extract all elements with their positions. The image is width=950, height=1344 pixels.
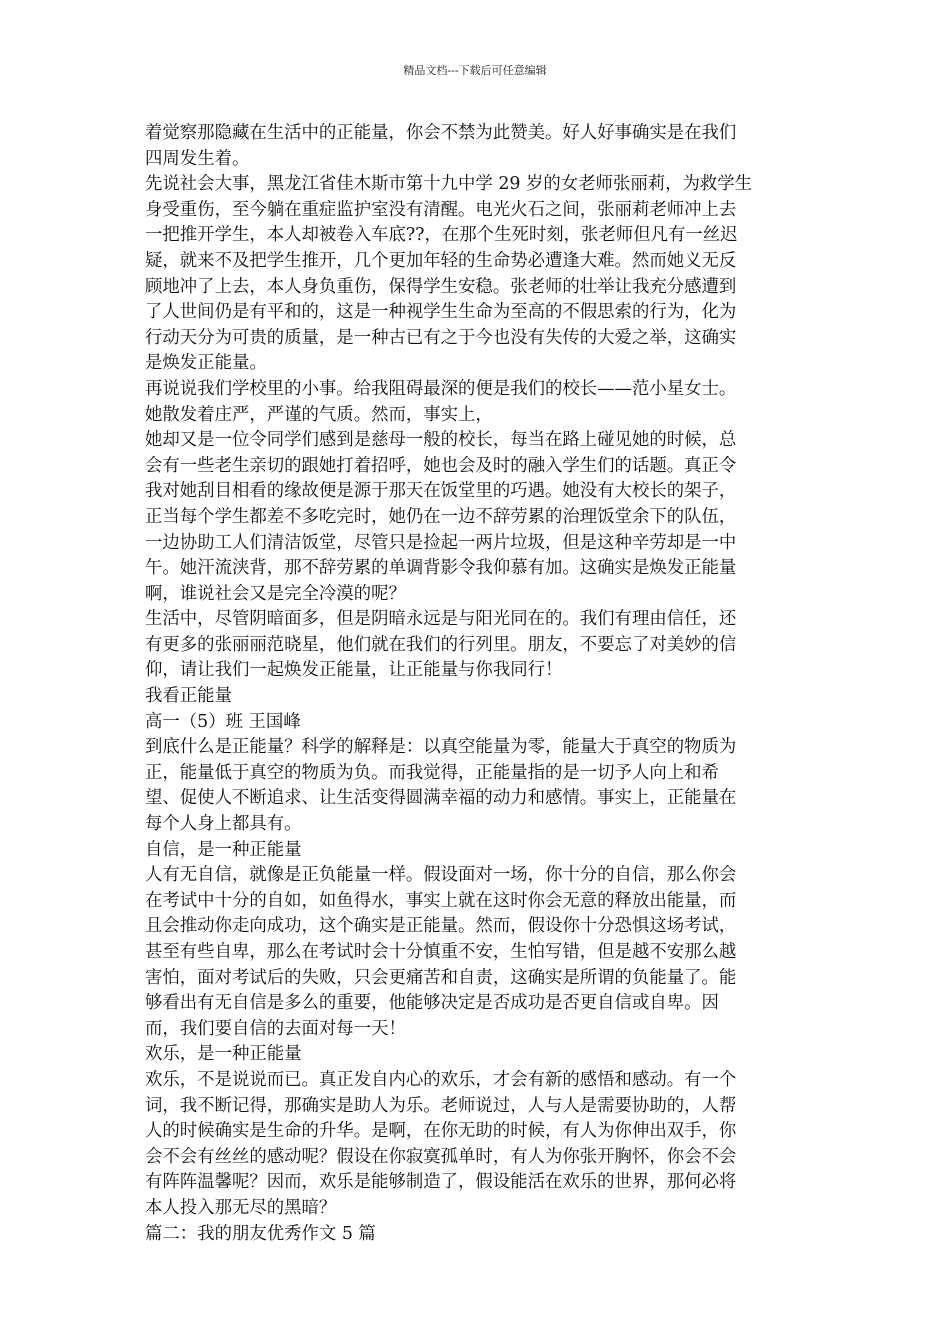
- text-line: 欢乐，是一种正能量: [145, 1044, 302, 1065]
- text-line: 而，我们要自信的去面对每一天！: [145, 1018, 406, 1039]
- text-line: 在考试中十分的自如，如鱼得水，事实上就在这时你会无意的释放出能量，而: [145, 890, 737, 911]
- text-line: 她却又是一位令同学们感到是慈母一般的校长，每当在路上碰见她的时候，总: [145, 430, 737, 451]
- text-line: 有更多的张丽丽范晓星，他们就在我们的行列里。朋友，不要忘了对美妙的信: [145, 634, 737, 655]
- text-line: 了人世间仍是有平和的，这是一种视学生生命为至高的不假思索的行为，化为: [145, 302, 737, 323]
- text-line: 高一（5）班 王国峰: [145, 711, 301, 732]
- text-line: 自信，是一种正能量: [145, 839, 302, 860]
- text-line: 正，能量低于真空的物质为负。而我觉得，正能量指的是一切予人向上和希: [145, 762, 719, 783]
- text-line: 我对她刮目相看的缘故便是源于那天在饭堂里的巧遇。她没有大校长的架子，: [145, 481, 737, 502]
- page-header: 精品文档---下载后可任意编辑: [403, 64, 547, 77]
- text-line: 篇二：我的朋友优秀作文 5 篇: [145, 1223, 376, 1244]
- text-line: 身受重伤，至今躺在重症监护室没有清醒。电光火石之间，张丽莉老师冲上去: [145, 199, 737, 220]
- text-line: 啊，谁说社会又是完全冷漠的呢？: [145, 583, 406, 604]
- text-line: 顾地冲了上去，本人身负重伤，保得学生安稳。张老师的壮举让我充分感遭到: [145, 276, 737, 297]
- text-line: 仰，请让我们一起焕发正能量，让正能量与你我同行！: [145, 660, 563, 681]
- text-line: 有阵阵温馨呢？因而，欢乐是能够制造了，假设能活在欢乐的世界，那何必将: [145, 1172, 737, 1193]
- document-body: [145, 121, 810, 1247]
- text-line: 够看出有无自信是多么的重要，他能够决定是否成功是否更自信或自卑。因: [145, 993, 719, 1014]
- text-line: 甚至有些自卑，那么在考试时会十分慎重不安，生怕写错，但是越不安那么越: [145, 942, 737, 962]
- text-line: 害怕，面对考试后的失败，只会更痛苦和自责，这确实是所谓的负能量了。能: [145, 967, 737, 988]
- text-line: 午。她汗流浃背，那不辞劳累的单调背影令我仰慕有加。这确实是焕发正能量: [145, 558, 737, 579]
- text-line: 会不会有丝丝的感动呢？假设在你寂寞孤单时，有人为你张开胸怀，你会不会: [145, 1146, 737, 1167]
- text-line: 是焕发正能量。: [145, 353, 267, 374]
- text-line: 望、促使人不断追求、让生活变得圆满幸福的动力和感情。事实上，正能量在: [145, 788, 737, 809]
- text-line: 词，我不断记得，那确实是助人为乐。老师说过，人与人是需要协助的，人帮: [145, 1095, 737, 1116]
- text-line: 先说社会大事，黑龙江省佳木斯市第十九中学 29 岁的女老师张丽莉，为救学生: [145, 174, 753, 195]
- text-line: 疑，就来不及把学生推开，几个更加年轻的生命势必遭逢大难。然而她义无反: [145, 250, 737, 271]
- text-line: 一边协助工人们清洁饭堂，尽管只是捡起一两片垃圾，但是这种辛劳却是一中: [145, 532, 737, 553]
- text-line: 四周发生着。: [145, 148, 250, 169]
- text-line: 人的时候确实是生命的升华。是啊，在你无助的时候，有人为你伸出双手，你: [145, 1121, 737, 1142]
- text-line: 她散发着庄严，严谨的气质。然而，事实上，: [145, 404, 493, 425]
- text-line: 会有一些老生亲切的跟她打着招呼，她也会及时的融入学生们的话题。真正令: [145, 455, 737, 476]
- text-line: 生活中，尽管阴暗面多，但是阴暗永远是与阳光同在的。我们有理由信任，还: [145, 609, 737, 630]
- text-line: 正当每个学生都差不多吃完时，她仍在一边不辞劳累的治理饭堂余下的队伍，: [145, 506, 737, 527]
- text-line: 且会推动你走向成功，这个确实是正能量。然而，假设你十分恐惧这场考试，: [145, 916, 737, 937]
- text-line: 欢乐，不是说说而已。真正发自内心的欢乐，才会有新的感悟和感动。有一个: [145, 1069, 737, 1090]
- text-line: 每个人身上都具有。: [145, 814, 302, 835]
- text-line: 再说说我们学校里的小事。给我阻碍最深的便是我们的校长——范小星女士。: [145, 378, 737, 399]
- text-line: 一把推开学生，本人却被卷入车底??，在那个生死时刻，张老师但凡有一丝迟: [145, 225, 738, 246]
- text-line: 到底什么是正能量？科学的解释是：以真空能量为零，能量大于真空的物质为: [145, 737, 737, 758]
- text-line: 我看正能量: [145, 686, 232, 707]
- text-line: 本人投入那无尽的黑暗？: [145, 1197, 337, 1218]
- text-line: 行动天分为可贵的质量，是一种古已有之于今也没有失传的大爱之举，这确实: [145, 327, 737, 348]
- text-line: 着觉察那隐藏在生活中的正能量，你会不禁为此赞美。好人好事确实是在我们: [145, 123, 737, 143]
- text-line: 人有无自信，就像是正负能量一样。假设面对一场，你十分的自信，那么你会: [145, 865, 737, 886]
